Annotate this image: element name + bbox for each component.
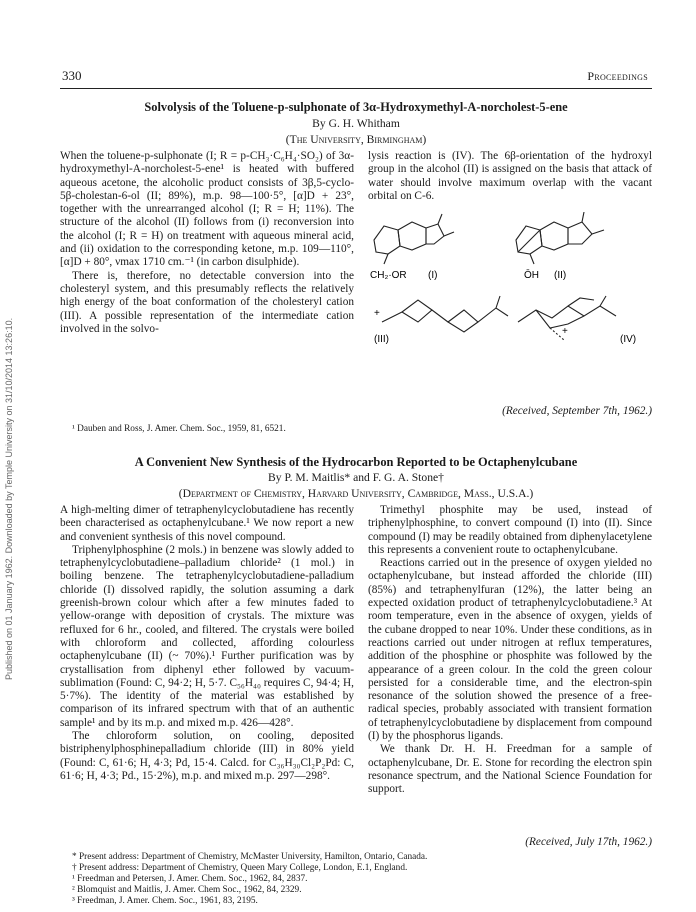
article2-title: A Convenient New Synthesis of the Hydrocarbon Reported to be Octaphenylcubane [134, 455, 578, 469]
article2-author: By P. M. Maitlis* and F. G. A. Stone† [268, 471, 444, 484]
article2-right-column [368, 504, 652, 797]
article1-title: Solvolysis of the Toluene-p-sulphonate of 3α-Hydroxymethyl-A-norcholest-5-ene [144, 100, 568, 114]
label-IV: (IV) [620, 334, 637, 345]
article1-left-column [60, 150, 354, 336]
article2-right-paragraph-3: We thank Dr. H. H. Freedman for a sample of octaphenylcubane, Dr. E. Stone for recording the electron spin resonance spectrum, and the National Science Foundation for support. [368, 743, 652, 796]
article1-paragraph-2: There is, therefore, no detectable conversion into the cholesteryl system, and this presumably reflects the relatively high energy of the boat conformation of the cholesteryl cation (III). A possible representation of the intermediate cation involved in the solvo- [60, 269, 354, 335]
footnote-dagger: † Present address: Department of Chemistry, Queen Mary College, London, E.1, England. [72, 863, 408, 873]
article1-affiliation: (The University, Birmingham) [285, 133, 427, 146]
structure-I [374, 214, 454, 264]
download-watermark [4, 140, 20, 700]
article2-left-paragraph-1: A high-melting dimer of tetraphenylcyclobutadiene has recently been characterised as octaphenylcubane.¹ We now report a new and convenient synthesis of this novel compound. [60, 504, 354, 543]
article1-footnote: ¹ Dauben and Ross, J. Amer. Chem. Soc., 1959, 81, 6521. [72, 424, 286, 434]
page-number: 330 [62, 68, 82, 83]
label-plus-IV: + [562, 326, 568, 337]
article2-affiliation: (Department of Chemistry, Harvard University, Cambridge, Mass., U.S.A.) [178, 487, 534, 500]
label-III: (III) [374, 334, 389, 345]
article1-author: By G. H. Whitham [312, 117, 400, 130]
article1-paragraph-1: When the toluene-p-sulphonate (I; R = p-CH₃·C₆H₄·SO₂) of 3α-hydroxymethyl-A-norcholest-5-ene¹ is heated with buffered aqueous acetone, the alcoholic product consists of 3β,5-cyclo-5β-cholestan-6-ol (II; 89%), m.p. 98—100·5°, [α]D + 23°, together with the unrearranged alcohol (I; R = H; 11%). The structure of the alcohol (II) follows from (i) reconversion into the alcohol (I; R = H) on treatment with aqueous mineral acid, and (ii) oxidation to the corresponding ketone, m.p. 109—110°, [α]D + 80°, νmax 1710 cm.⁻¹ (in carbon disulphide). [60, 150, 354, 269]
article2-left-column [60, 504, 354, 783]
article2-left-paragraph-3: The chloroform solution, on cooling, deposited bistriphenylphosphinepalladium chloride (III) in 80% yield (Found: C, 61·6; H, 4·3; Pd, 15·4. Calcd. for C₃₆H₃₀Cl₂P₂Pd: C, 61·6; H, 4·3; Pd., 15·2%), m.p. and mixed m.p. 297—298°. [60, 730, 354, 782]
watermark-text: Published on 01 January 1962. Downloaded by Temple University on 31/10/2014 13:26:10. [4, 317, 14, 680]
footnote-2: ² Blomquist and Maitlis, J. Amer. Chem Soc., 1962, 84, 2329. [72, 885, 302, 895]
structure-III [382, 296, 508, 332]
article1-right-column [368, 150, 652, 203]
footnote-1: ¹ Freedman and Petersen, J. Amer. Chem. Soc., 1962, 84, 2837. [72, 874, 308, 884]
article2-left-paragraph-2: Triphenylphosphine (2 mols.) in benzene was slowly added to tetraphenylcyclobutadiene–palladium chloride² (1 mol.) in boiling benzene. The tetraphenylcyclobutadiene-palladium chloride (I) dissolved rapidly, the solution assuming a dark greenish-brown colour which after a few minutes faded to yellow-orange with deposition of crystals. The mixture was refluxed for 6 hr., cooled, and filtered. The crystals were boiled with chloroform and collected, affording colourless octaphenylcubane (II) (~ 70%).¹ Further purification was by crystallisation from diphenyl ether followed by vacuum-sublimation (Found: C, 94·2; H, 5·7. C₅₆H₄₀ requires C, 94·4; H, 5·7%). The identity of the material was established by comparison of its infrared spectrum with that of an authentic sample¹ and by its m.p. and mixed m.p. 426—428°. [60, 543, 354, 729]
label-plus-III: + [374, 308, 380, 319]
footnote-star: * Present address: Department of Chemistry, McMaster University, Hamilton, Ontario, Canada. [72, 852, 428, 862]
label-I: (I) [428, 270, 438, 281]
label-oh: ŌH [524, 270, 539, 281]
article2-right-paragraph-1: Trimethyl phosphite may be used, instead of triphenylphosphine, to convert compound (I) into (II). Since compound (I) may be readily obtained from diphenylacetylene this represents a convenient route to octaphenylcubane. [368, 504, 652, 556]
running-title: Proceedings [587, 69, 648, 83]
structures-diagram [368, 212, 652, 382]
article1-received: (Received, September 7th, 1962.) [502, 405, 652, 417]
article1-right-paragraph: lysis reaction is (IV). The 6β-orientation of the hydroxyl group in the alcohol (II) is assigned on the basis that attack of water should involve maximum overlap with the vacant orbital on C-6. [368, 150, 652, 202]
article2-right-paragraph-2: Reactions carried out in the presence of oxygen yielded no octaphenylcubane, but instead afforded the chloride (III) (85%) and tetraphenylfuran (12%), the latter being an expected oxidation product of tetraphenylcyclobutadiene.³ At room temperature, even in the absence of oxygen, yields of the cubane dropped to near 10%. Under these conditions, as in reactions carried out under nitrogen at reflux temperatures, addition of the phosphine or phosphite was followed by the appearance of a green colour. In the cold the green colour persisted for a considerable time, and the electron-spin resonance of the solution showed the presence of a free-radical species, probably associated with transient formation of tetraphenylcyclobutadiene by displacement from compound (I) by the phosphorus ligands. [368, 557, 652, 743]
header-rule [60, 88, 652, 89]
structure-II [516, 212, 604, 264]
footnote-3: ³ Freedman, J. Amer. Chem. Soc., 1961, 83, 2195. [72, 896, 258, 906]
article2-footnotes [72, 852, 652, 907]
label-II: (II) [554, 270, 567, 281]
label-ch2or: CH₂·OR [370, 270, 407, 281]
article2-received: (Received, July 17th, 1962.) [525, 836, 652, 848]
